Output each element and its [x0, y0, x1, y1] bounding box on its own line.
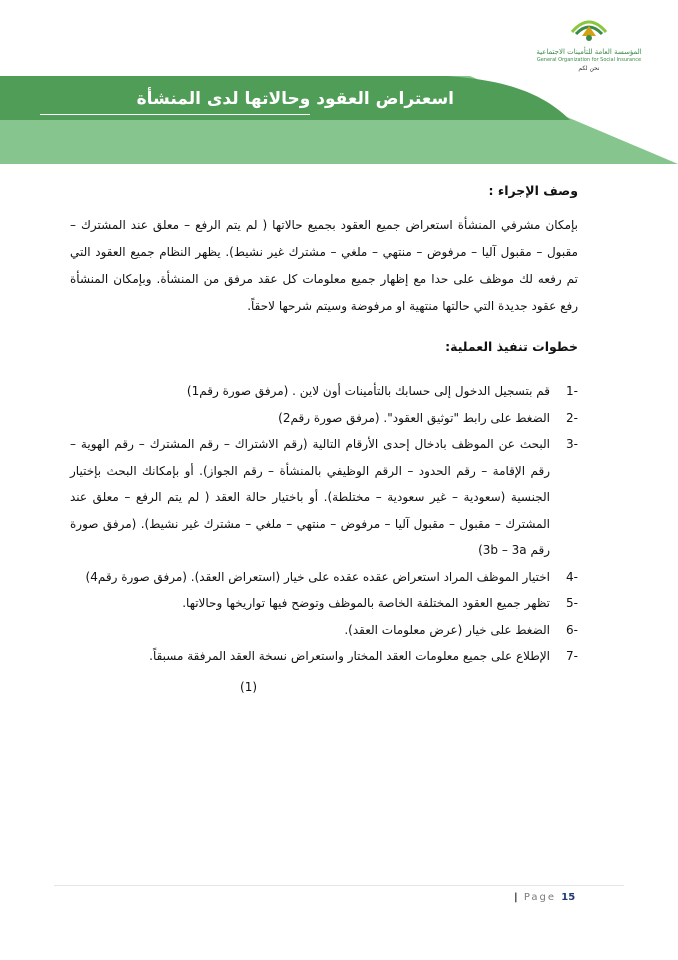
description-text: بإمكان مشرفي المنشأة استعراض جميع العقود بجميع حالاتها ( لم يتم الرفع – معلق عند المشترك – مقبول – مقبول آليا – مرفوض – منتهي – ملغي – مشترك غير نشيط). يظهر النظام جميع العقود التي تم رفعه لك موظف على حدا مع إظهار جميع معلومات كل عقد مرفق من المنشأة. وبإمكان المنشأة رفع عقود جديدة التي حالتها منتهية او مرفوضة وسيتم شرحها لاحقاً. — [70, 218, 578, 313]
step-number: -6 — [566, 622, 578, 637]
step-text: الضغط على خيار (عرض معلومات العقد). — [344, 622, 550, 637]
step-number: -7 — [566, 649, 578, 663]
gosi-logo — [524, 10, 654, 70]
step-text: تظهر جميع العقود المختلفة الخاصة بالموظف وتوضح فيها تواريخها وحالاتها. — [182, 596, 550, 610]
page-number: 15 — [561, 892, 576, 903]
logo-arabic-name: المؤسسة العامة للتأمينات الاجتماعية — [536, 48, 642, 56]
step-item — [70, 590, 578, 617]
logo-slogan: نحن لكم — [578, 65, 600, 72]
step-text: البحث عن الموظف بادخال إحدى الأرقام التالية (رقم الاشتراك – رقم المشترك – رقم الهوية – رقم الإقامة – رقم الحدود – الرقم الوظيفي بالمنشأة – رقم الجواز). أو بإمكانك البحث بإختيار الجنسية (سعودية – غير سعودية – مختلطة). أو باختيار حالة العقد ( لم يتم الرفع – معلق عند المشترك – مقبول – مقبول آليا – مرفوض – منتهي – ملغي – مشترك غير نشيط). (مرفق صورة رقم 3b – 3a) — [70, 437, 550, 557]
main-content — [70, 178, 578, 700]
gosi-emblem-icon — [524, 10, 654, 46]
step-text: قم بتسجيل الدخول إلى حسابك بالتأمينات أون لاين . (مرفق صورة رقم1) — [186, 384, 550, 398]
step-number: -5 — [566, 596, 578, 610]
step-text: اختيار الموظف المراد استعراض عقده عقده على خيار (استعراض العقد). (مرفق صورة رقم4) — [85, 569, 550, 584]
description-heading: وصف الإجراء : — [488, 183, 578, 198]
step-item — [70, 564, 578, 591]
step-item — [70, 431, 578, 564]
step-item — [70, 405, 578, 432]
figure-reference: (1) — [240, 679, 258, 694]
title-underline — [40, 114, 310, 115]
step-item — [70, 643, 578, 670]
step-number: -2 — [566, 410, 578, 425]
step-number: -3 — [566, 437, 578, 451]
steps-list — [70, 378, 578, 670]
footer-divider — [54, 885, 624, 886]
step-number: -1 — [566, 384, 578, 398]
step-text: الضغط على رابط "توثيق العقود". (مرفق صورة رقم2) — [278, 410, 550, 425]
step-item — [70, 617, 578, 644]
step-item — [70, 378, 578, 405]
page-title: اسعتراض العقود وحالاتها لدى المنشأة — [136, 89, 454, 109]
steps-heading: خطوات تنفيذ العملية: — [445, 339, 578, 354]
page-label: Page — [523, 892, 557, 903]
page-footer — [514, 890, 594, 906]
step-text: الإطلاع على جميع معلومات العقد المختار واستعراض نسخة العقد المرفقة مسبقاً. — [149, 649, 550, 663]
step-number: -4 — [566, 569, 578, 584]
logo-english-name: General Organization for Social Insurance — [536, 57, 642, 63]
footer-separator: | — [514, 892, 518, 903]
